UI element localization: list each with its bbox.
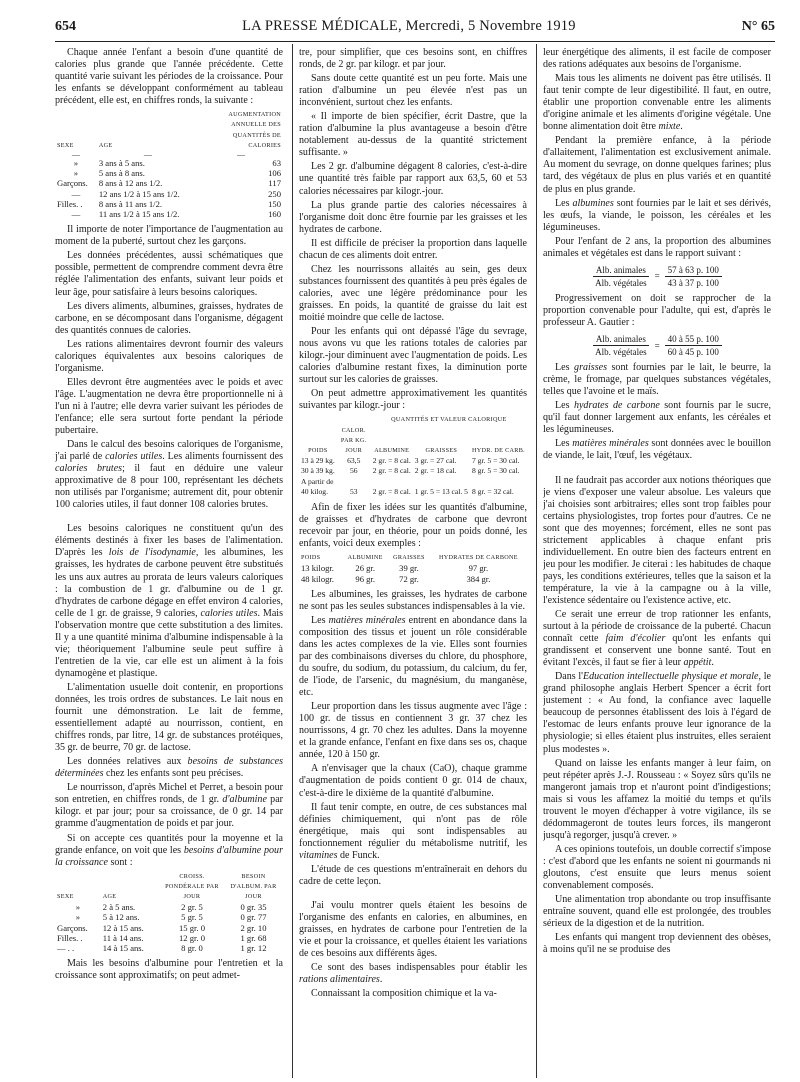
paragraph: A n'envisager que la chaux (CaO), chaque gramme d'augmentation de poids contient 0 gr. 014 de chaux, c'est-à-dire le dixième de la quantité d'albumine. (299, 763, 527, 799)
paragraph: J'ai voulu montrer quels étaient les besoins de l'organisme des enfants en calories, en albumines, en graisses, en hydrates de carbone pour l'entretien de la vie et pour la croissance, et quelles étaient les variations de ces besoins aux différents âges. (299, 899, 527, 960)
table-header: AUGMENTATION ANNUELLE DES QUANTITÉS DE CALORIES (228, 111, 281, 149)
paragraph: Les hydrates de carbone sont fournis par le sucre, qu'il faut donner largement aux enfants, les céréales et les légumineuses. (543, 400, 771, 436)
paragraph: leur énergétique des aliments, il est facile de composer des rations adéquates aux besoins de l'organisme. (543, 47, 771, 71)
page-number: 654 (55, 19, 76, 34)
paragraph: Mais les besoins d'albumine pour l'entretien et la croissance sont approximatifs; on peut admet- (55, 958, 283, 982)
paragraph: L'alimentation usuelle doit contenir, en proportions données, les trois ordres de substances. Le lait nous en fournit une démonstration. Le lait de femme, essentiellement adapté au nourrisson, contient, en chiffres ronds, par litre, 14 gr. de substances protéiques, 35 gr. de beurre, 70 gr. de lactose. (55, 681, 283, 754)
paragraph: Mais tous les aliments ne doivent pas être utilisés. Il faut tenir compte de leur digestibilité. Il faut, en outre, établir une proportion convenable entre les aliments d'origine animale et les aliments d'origine végétale. Une bonne alimentation doit être mixte. (543, 73, 771, 133)
table-header: AGE (98, 141, 113, 149)
paragraph: Le nourrisson, d'après Michel et Perret, a besoin pour son entretien, en chiffres ronds, de 1 gr. d'albumine par kilogr. et par jour; pour sa croissance, de 0 gr. 14 par gramme d'augmentation de poids et par jour. (55, 782, 283, 830)
paragraph: Il ne faudrait pas accorder aux notions théoriques que je viens d'exposer une valeur absolue. Les valeurs que j'ai choisies sont arbitraires; elles sont trop faibles pour certains physiologistes, trop fortes pour d'autres. Ce ne sont que des moyennes; forcément, elles ne sont pas strictement applicables à chaque enfant pris individuellement. En outre bien des facteurs entrent en jeu pour les modifier. Je citerai : les habitudes de chaque pays, les conditions extérieures, telles que la saison et la température, la vie à la campagne ou à la ville, l'existence sédentaire ou l'existence active, etc. (543, 474, 771, 606)
column-2 (299, 47, 527, 1077)
paragraph: Quand on laisse les enfants manger à leur faim, on peut répéter après J.-J. Rousseau : « Soyez sûrs qu'ils ne mangeront jamais trop et n'auront point d'indigestions; mais si vous les affamez la moitié du temps et qu'ils trouvent le moyen d'échapper à votre vigilance, ils se dédommageront de toutes leurs forces, ils mangeront jusqu'à regorger, jusqu'à crever. » (543, 757, 771, 841)
paragraph: Ce serait une erreur de trop rationner les enfants, surtout à la période de croissance de la puberté. Chacun connaît cette faim d'écolier qu'ont les enfants qui grandissent et conservent une bonne santé. Tout en évitant l'excès, il faut se fier à leur appétit. (543, 609, 771, 669)
paragraph: Les données relatives aux besoins de substances déterminées chez les enfants sont peu précises. (55, 756, 283, 780)
paragraph: Il faut tenir compte, en outre, de ces substances mal définies chimiquement, qui n'ont pas de rôle énergétique, mais qui sont indispensables au fonctionnement régulier du métabolisme nutritif, les vitamines de Funck. (299, 801, 527, 861)
paragraph: « Il importe de bien spécifier, écrit Dastre, que la ration d'albumine la plus avantageuse a besoin d'être notablement au-dessus de la quantité strictement suffisante. » (299, 111, 527, 159)
paragraph: Les albumines sont fournies par le lait et ses dérivés, les œufs, la viande, le poisson, les céréales et les légumineuses. (543, 197, 771, 233)
paragraph: Dans le calcul des besoins caloriques de l'organisme, j'ai parlé de calories utiles. Les aliments fournissent des calories brutes; il faut en déduire une valeur approximative de 8 pour 100, représentant les déchets non utilisés par l'organisme; autrement dit, pour obtenir 100 calories utiles, il faut donner 108 calories brutes. (55, 439, 283, 511)
paragraph: Chez les nourrissons allaités au sein, ges deux substances fournissent des quantités à peu près égales de calories, avec une légère prédominance pour les graisses. En poids, la quantité de graisse du lait est moitié moindre que celle de lactose. (299, 263, 527, 323)
column-separator (536, 44, 537, 1078)
ratio-formula: Alb. animales Alb. végétales = $\frac{57 à 63 p. 100}{43 à 37 p. 100}$ (543, 264, 771, 289)
table-row: 30 à 39 kg. 56 2 gr. = 8 cal. 2 gr. = 18 cal. 8 gr. 5 = 30 cal. (301, 466, 520, 476)
paragraph: Elles devront être augmentées avec le poids et avec l'âge. L'augmentation ne devra être proportionnelle ni à l'un ni à l'autre; elle devra varier suivant les périodes de l'enfance; elle sera surtout forte pendant la période pubertaire. (55, 376, 283, 437)
paragraph: tre, pour simplifier, que ces besoins sont, en chiffres ronds, de 2 gr. par kilogr. et par jour. (299, 47, 527, 71)
albumin-needs-table: SEXE AGE CROISS. PONDÉRALE PAR JOUR BESOIN D'ALBUM. PAR JOUR » 2 à 5 ans. 2 gr. 5 0 gr. 35 » 5 à 12 ans. 5 gr. 5 0 gr. 77 Garçons. 12 à 15 ans. 15 gr. 0 2 gr. 10 Filles. . 11 à 14 ans. 12 gr. 0 1 gr. 68 — . . 14 à 15 ans. 8 gr. 0 1 gr. 12 (55, 872, 283, 954)
table-row: Garçons. 8 ans à 12 ans 1/2. 117 (57, 178, 281, 189)
table-row: — 11 ans 1/2 à 15 ans 1/2. 160 (71, 209, 281, 220)
ratio-formula: Alb. animales Alb. végétales = $\frac{40 à 55 p. 100}{60 à 45 p. 100}$ (543, 333, 771, 358)
paragraph: La plus grande partie des calories nécessaires à l'organisme doit donc être fournie par les graisses et les hydrates de carbone. (299, 199, 527, 235)
paragraph: Les matières minérales entrent en abondance dans la composition des tissus et jouent un rôle considérable dans les actes complexes de la vie. Elles sont fournies par des combinaisons diverses du chlore, du phosphore, du soufre, du sodium, du potassium, du calcium, du fer, de l'iode, de l'arsenic, du magnésium, du manganèse, etc. (299, 614, 527, 699)
paragraph: L'étude de ces questions m'entraînerait en dehors du cadre de cette leçon. (299, 863, 527, 887)
paragraph: Une alimentation trop abondante ou trop insuffisante entraîne souvent, quand elle est prolongée, des troubles sérieux de la digestion et de la nutrition. (543, 894, 771, 930)
paragraph: Il est difficile de préciser la proportion dans laquelle chacun de ces aliments doit entrer. (299, 237, 527, 261)
table-row: — 12 ans 1/2 à 15 ans 1/2. 250 (71, 188, 281, 199)
table-row: — . . 14 à 15 ans. 8 gr. 0 1 gr. 12 (57, 943, 267, 954)
paragraph: Les graisses sont fournies par le lait, le beurre, la crème, le fromage, par quelques substances végétales, telles que l'avoine et le maïs. (543, 362, 771, 398)
paragraph: Si on accepte ces quantités pour la moyenne et la grande enfance, on voit que les besoins d'albumine pour la croissance sont : (55, 832, 283, 868)
table-row: 48 kilogr. 96 gr. 72 gr. 384 gr. (301, 573, 491, 584)
paragraph: Chaque année l'enfant a besoin d'une quantité de calories plus grande que l'année précédente. Cette quantité varie suivant les périodes de la croissance. Pour les enfants se développant conformément au tableau précédent, elle est, en chiffres ronds, la suivante : (55, 47, 283, 107)
paragraph: Les albumines, les graisses, les hydrates de carbone ne sont pas les seules substances indispensables à la vie. (299, 588, 527, 612)
table-row: » 5 à 12 ans. 5 gr. 5 0 gr. 77 (75, 912, 267, 923)
paragraph: Les besoins caloriques ne constituent qu'un des éléments destinés à fixer les bases de l'alimentation. D'après les lois de l'isodynamie, les albumines, les graisses, les hydrates de carbone peuvent être substitués les uns aux autres au prorata de leurs valeurs caloriques : la combustion de 1 gr. d'albumine ou de 1 gr. d'hydrates de carbone dégage en effet environ 4 calories, celle de 1 gr. de graisse, 9 calories, calories utiles. Mais l'observation montre que cette substitution a des limites. Il y a une quantité minima d'albumine indispensable à la vie; théoriquement l'albumine seule peut suffire à l'entretien de la vie, car elle est un aliment à la fois dynamogène et plastique. (55, 523, 283, 679)
paragraph: Il importe de noter l'importance de l'augmentation au moment de la puberté, surtout chez les garçons. (55, 224, 283, 248)
table-row: » 3 ans à 5 ans. 63 (73, 158, 281, 169)
issue-number: N° 65 (741, 19, 775, 34)
table-row: Filles. . 11 à 14 ans. 12 gr. 0 1 gr. 68 (57, 932, 267, 943)
header-rule (55, 41, 775, 42)
column-3 (543, 47, 771, 1077)
journal-name: LA PRESSE MÉDICALE, (242, 18, 402, 34)
paragraph: Afin de fixer les idées sur les quantités d'albumine, de graisses et d'hydrates de carbone que devront recevoir par jour, en théorie, pour un poids donné, les enfants, voici deux exemples : (299, 501, 527, 550)
table-row: » 5 ans à 8 ans. 106 (73, 168, 281, 179)
paragraph: Les rations alimentaires devront fournir des valeurs caloriques équivalentes aux besoins caloriques de l'organisme. (55, 338, 283, 374)
paragraph: Leur proportion dans les tissus augmente avec l'âge : 100 gr. de tissus en contiennent 3 gr. 37 chez les nourrissons, 4 gr. 70 chez les adultes. Dans la moyenne et la grande enfance, l'enfant en fixe dans ses os, chaque année, 120 à 150 gr. (299, 701, 527, 761)
paragraph: Les données précédentes, aussi schématiques que possible, permettent de comprendre comment devra être réglée l'alimentation des enfants, suivant leur poids et leur âge, pour satisfaire à leurs besoins caloriques. (55, 250, 283, 298)
paragraph: Pour l'enfant de 2 ans, la proportion des albumines animales et végétales est dans le rapport suivant : (543, 235, 771, 259)
paragraph: Progressivement on doit se rapprocher de la proportion convenable pour l'adulte, qui est, d'après le professeur A. Gautier : (543, 292, 771, 328)
paragraph: On peut admettre approximativement les quantités suivantes par kilogr.-jour : (299, 388, 527, 412)
table-row: » 2 à 5 ans. 2 gr. 5 0 gr. 35 (75, 902, 267, 913)
paragraph: Pendant la première enfance, à la période d'allaitement, l'alimentation est exclusivement animale. Au moment du sevrage, on donne quelques farines; plus tard, des végétaux de plus en plus variés et en quantité de plus en plus grande. (543, 135, 771, 195)
paragraph: Dans l'Education intellectuelle physique et morale, le grand philosophe anglais Herbert Spencer a écrit fort justement : « Au fond, la confiance avec laquelle beaucoup de personnes établissent des lois à l'égard de l'estomac de leurs enfants prouve leur ignorance de la physiologie; si elles étaient plus instruites, elles seraient plus modestes ». (543, 671, 771, 755)
page-header (55, 18, 775, 40)
table-row: 13 kilogr. 26 gr. 39 gr. 97 gr. (301, 563, 489, 574)
paragraph: Les 2 gr. d'albumine dégagent 8 calories, c'est-à-dire une quantité très faible par rapport aux 63,5, 60 et 53 calories nécessaires par kilogr.-jour. (299, 161, 527, 197)
paragraph: A ces opinions toutefois, un double correctif s'impose : c'est d'abord que les enfants ne soient ni gourmands ni gloutons, c'est ensuite que leurs menus soient convenablement composés. (543, 843, 771, 892)
table-row: 13 à 29 kg. 63,5 2 gr. = 8 cal. 3 gr. = 27 cal. 7 gr. 5 = 30 cal. (301, 456, 520, 466)
daily-examples-table: POIDS ALBUMINE GRAISSES HYDRATES DE CARBONE 13 kilogr. 26 gr. 39 gr. 97 gr. 48 kilogr. 96 gr. 72 gr. 384 gr. (299, 553, 527, 584)
paragraph: Connaissant la composition chimique et la va- (311, 988, 497, 1000)
table-row: A partir de (301, 476, 334, 486)
column-separator (292, 44, 293, 1078)
table-header: SEXE (57, 141, 74, 149)
table-row: Filles. . 8 ans à 11 ans 1/2. 150 (57, 198, 281, 209)
table-row: Garçons. 12 à 15 ans. 15 gr. 0 2 gr. 10 (57, 922, 267, 933)
paragraph: Les matières minérales sont données avec le bouillon de viande, le lait, l'œuf, les végétaux. (543, 438, 771, 462)
issue-date: Mercredi, 5 Novembre 1919 (405, 18, 576, 34)
paragraph: Les divers aliments, albumines, graisses, hydrates de carbone, en se décomposant dans l'organisme, dégagent des quantités connues de calories. (55, 300, 283, 336)
paragraph: Pour les enfants qui ont dépassé l'âge du sevrage, nous avons vu que les rations totales de calories par kilogr.-jour diminuent avec l'augmentation de poids. Les calories d'albumine restant fixes, la diminution porte surtout sur les calories de graisses. (299, 326, 527, 386)
calorie-increase-table: SEXE AGE AUGMENTATION ANNUELLE DES QUANTITÉS DE CALORIES — — — » 3 ans à 5 ans. 63 » 5 ans à 8 ans. 106 Garçons. 8 ans à 12 ans 1/2. 117 — 12 ans 1/2 à 15 ans 1/2. 250 Filles. . 8 ans à 11 ans 1/2. 150 — 11 ans 1/2 à 15 ans 1/2. 160 (57, 111, 281, 220)
paragraph: Ce sont des bases indispensables pour établir les rations alimentaires. (299, 962, 527, 986)
journal-title (242, 18, 576, 35)
quantities-per-kg-table: QUANTITÉS ET VALEUR CALORIQUE POIDS CALOR. PAR KG. JOUR ALBUMINE GRAISSES HYDR. DE CARB. 13 à 29 kg. 63,5 2 gr. = 8 cal. 3 gr. = 27 cal. 7 gr. 5 = 30 cal. 30 à 39 kg. 56 2 gr. = 8 cal. 2 gr. = 18 cal. 8 gr. 5 = 30 cal. A partir de 40 kilog. 53 2 gr. = 8 cal. 1 gr. 5 = 13 cal. 5 8 gr. = 32 cal. (301, 416, 525, 496)
paragraph: Les enfants qui mangent trop deviennent des obèses, à moins qu'il ne se produise des (543, 932, 771, 956)
paragraph: Sans doute cette quantité est un peu forte. Mais une ration d'albumine un peu élevée n'est pas un inconvénient, surtout chez les enfants. (299, 73, 527, 109)
table-row: 40 kilog. 53 2 gr. = 8 cal. 1 gr. 5 = 13 cal. 5 8 gr. = 32 cal. (301, 486, 514, 496)
column-1 (55, 47, 283, 1077)
